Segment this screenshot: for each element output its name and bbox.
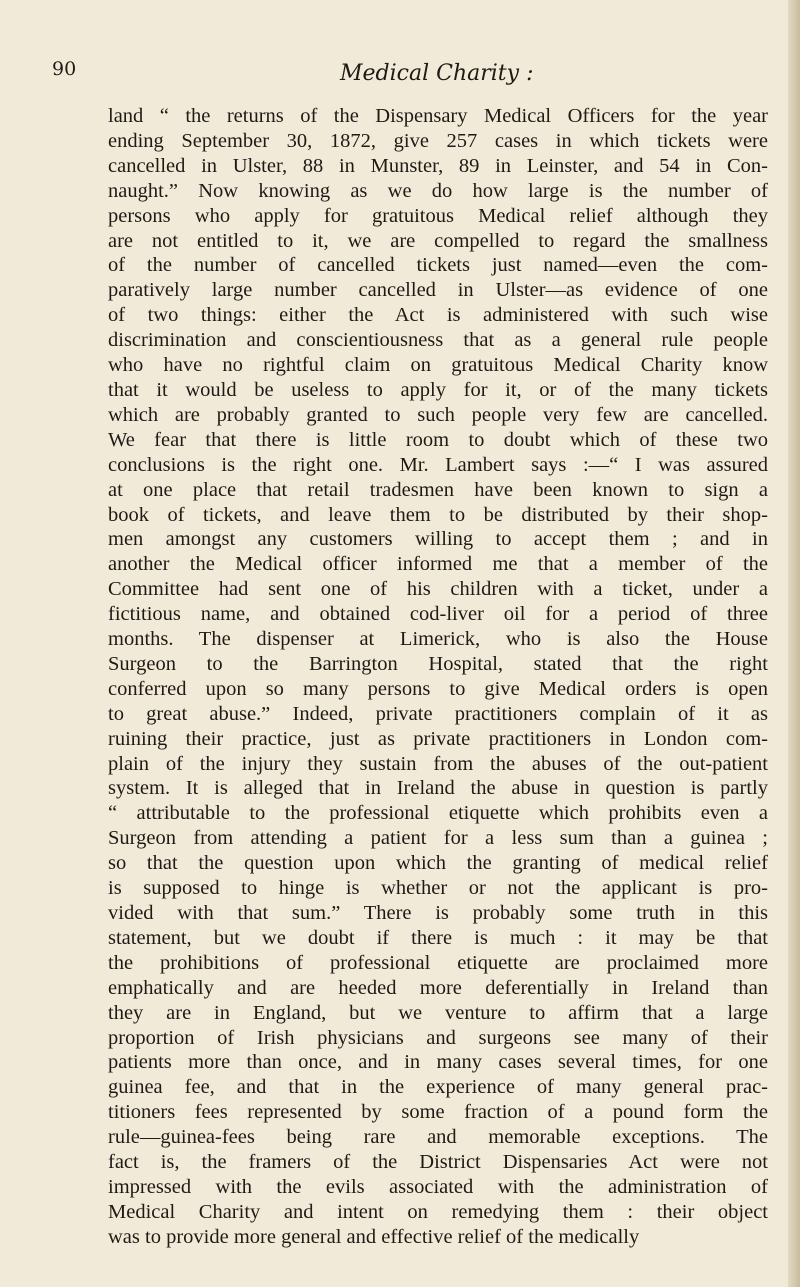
text-line: We fear that there is little room to doubt which of these two [108, 428, 768, 451]
page-edge [788, 0, 800, 1287]
text-line: Committee had sent one of his children with a ticket, under a [108, 578, 768, 601]
text-line: conclusions is the right one. Mr. Lambert says :—“ I was assured [108, 453, 768, 476]
text-line: they are in England, but we venture to affirm that a large [108, 1001, 768, 1024]
text-line: land “ the returns of the Dispensary Medical Officers for the year [108, 105, 768, 127]
text-line: cancelled in Ulster, 88 in Munster, 89 in Leinster, and 54 in Con- [108, 154, 768, 177]
text-line: discrimination and conscientiousness that as a general rule people [108, 329, 768, 352]
page-number: 90 [52, 58, 77, 80]
text-line: fictitious name, and obtained cod-liver oil for a period of three [108, 603, 768, 626]
body-paragraph [108, 104, 768, 1250]
text-line: naught.” Now knowing as we do how large is the number of [108, 179, 768, 202]
text-line: “ attributable to the professional etiquette which prohibits even a [108, 802, 768, 825]
text-line: are not entitled to it, we are compelled to regard the smallness [108, 229, 768, 252]
text-line: at one place that retail tradesmen have been known to sign a [108, 478, 768, 501]
text-line: rule—guinea-fees being rare and memorable exceptions. The [108, 1126, 768, 1149]
text-line: ending September 30, 1872, give 257 cases in which tickets were [108, 129, 768, 152]
page-header [52, 58, 712, 94]
text-line: Medical Charity and intent on remedying them : their object [108, 1200, 768, 1223]
text-line: which are probably granted to such people very few are cancelled. [108, 403, 768, 426]
text-line: system. It is alleged that in Ireland the abuse in question is partly [108, 777, 768, 800]
text-line: was to provide more general and effective relief of the medically [108, 1225, 640, 1248]
text-line: to great abuse.” Indeed, private practitioners complain of it as [108, 702, 768, 725]
text-line: plain of the injury they sustain from the abuses of the out-patient [108, 752, 768, 775]
running-title: Medical Charity : [340, 61, 534, 86]
text-line: another the Medical officer informed me that a member of the [108, 553, 768, 576]
text-line: book of tickets, and leave them to be distributed by their shop- [108, 503, 768, 526]
text-line: months. The dispenser at Limerick, who is also the House [108, 628, 768, 651]
text-line: proportion of Irish physicians and surgeons see many of their [108, 1026, 768, 1049]
text-line: conferred upon so many persons to give Medical orders is open [108, 677, 768, 700]
text-line: guinea fee, and that in the experience of many general prac- [108, 1076, 768, 1099]
text-line: persons who apply for gratuitous Medical relief although they [108, 204, 768, 227]
text-line: emphatically and are heeded more deferentially in Ireland than [108, 976, 768, 999]
text-line: ruining their practice, just as private practitioners in London com- [108, 727, 768, 750]
text-line: so that the question upon which the granting of medical relief [108, 852, 768, 875]
text-line: fact is, the framers of the District Dispensaries Act were not [108, 1151, 768, 1174]
text-line: of the number of cancelled tickets just named—even the com- [108, 254, 768, 277]
text-line: the prohibitions of professional etiquette are proclaimed more [108, 951, 768, 974]
text-line: Surgeon to the Barrington Hospital, stated that the right [108, 652, 768, 675]
text-line: patients more than once, and in many cases several times, for one [108, 1051, 768, 1074]
text-line: titioners fees represented by some fraction of a pound form the [108, 1101, 768, 1124]
text-line: who have no rightful claim on gratuitous Medical Charity know [108, 354, 768, 377]
text-line: vided with that sum.” There is probably some truth in this [108, 902, 768, 924]
text-line: statement, but we doubt if there is much : it may be that [108, 926, 768, 949]
text-line: Surgeon from attending a patient for a less sum than a guinea ; [108, 827, 768, 850]
text-line: men amongst any customers willing to accept them ; and in [108, 528, 768, 551]
text-line: paratively large number cancelled in Ulster—as evidence of one [108, 279, 768, 302]
text-line: that it would be useless to apply for it, or of the many tickets [108, 378, 768, 401]
text-line: is supposed to hinge is whether or not the applicant is pro- [108, 877, 768, 900]
text-line: impressed with the evils associated with the administration of [108, 1175, 768, 1198]
text-line: of two things: either the Act is administered with such wise [108, 304, 768, 327]
